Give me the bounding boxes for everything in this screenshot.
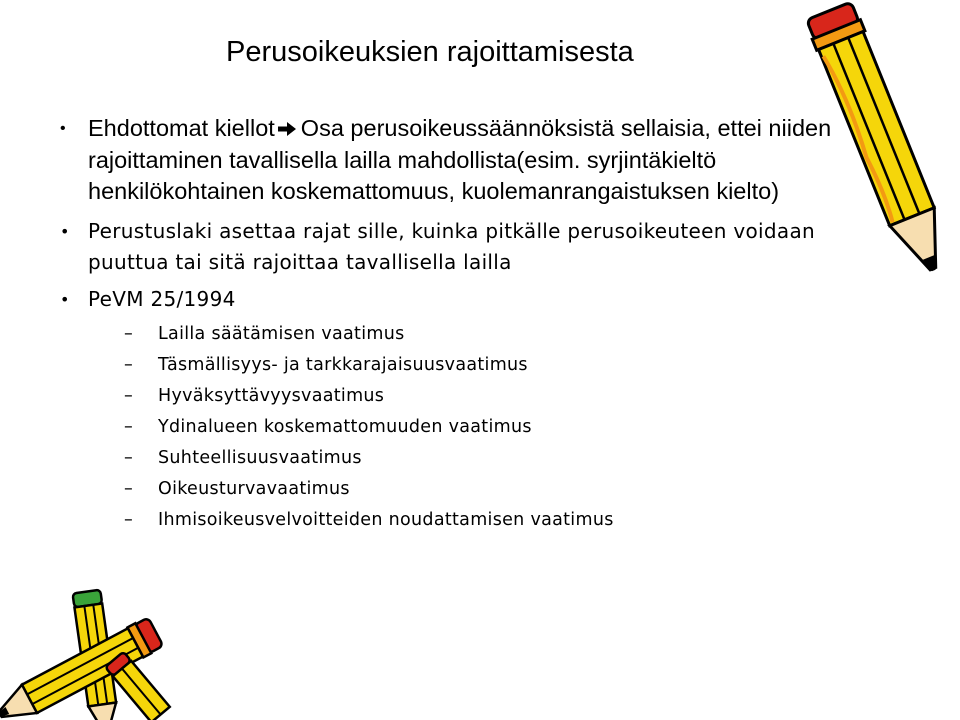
sub-item-text: Suhteellisuusvaatimus	[158, 447, 362, 468]
bullet-item-pevm	[60, 284, 850, 536]
sub-item	[88, 505, 850, 536]
sub-marker: –	[124, 323, 134, 344]
sub-item	[88, 443, 850, 474]
bullet-text: PeVM 25/1994	[88, 286, 236, 311]
sub-list	[88, 319, 850, 536]
sub-marker: –	[124, 447, 134, 468]
sub-item-text: Ydinalueen koskemattomuuden vaatimus	[158, 416, 532, 437]
bullet-marker: •	[60, 120, 66, 137]
pencil-clipart-icon	[790, 0, 960, 300]
bullet-item-absolute-bans	[60, 113, 850, 208]
sub-item-text: Lailla säätämisen vaatimus	[158, 323, 405, 344]
bullet-text-body: Osa perusoikeussäännöksistä sellaisia, ettei niiden rajoittaminen tavallisella lailla mahdollista(esim. syrjintäkieltö henkilökohtainen koskemattomuus, kuolemanrangaistuksen kielto)	[88, 115, 832, 204]
bullet-text: Perustuslaki asettaa rajat sille, kuinka pitkälle perusoikeuteen voidaan puuttua tai sitä rajoittaa tavallisella lailla	[88, 218, 815, 274]
sub-marker: –	[124, 385, 134, 406]
sub-marker: –	[124, 416, 134, 437]
sub-item-text: Oikeusturvavaatimus	[158, 478, 350, 499]
sub-item-text: Ihmisoikeusvelvoitteiden noudattamisen vaatimus	[158, 509, 614, 530]
sub-item	[88, 350, 850, 381]
sub-item	[88, 412, 850, 443]
sub-item	[88, 381, 850, 412]
bullet-list	[60, 113, 850, 536]
bullet-item-constitution-limits	[60, 216, 850, 278]
sub-item	[88, 319, 850, 350]
bullet-text-lead: Ehdottomat kiellot	[88, 115, 275, 141]
sub-item-text: Hyväksyttävyysvaatimus	[158, 385, 385, 406]
sub-marker: –	[124, 354, 134, 375]
sub-item	[88, 474, 850, 505]
bullet-marker: •	[60, 221, 70, 241]
pencils-clipart-icon	[0, 578, 190, 720]
bullet-marker: •	[60, 289, 70, 309]
sub-marker: –	[124, 509, 134, 530]
right-arrow-icon	[277, 114, 297, 130]
sub-item-text: Täsmällisyys- ja tarkkarajaisuusvaatimus	[158, 354, 528, 375]
slide-title: Perusoikeuksien rajoittamisesta	[226, 36, 634, 68]
sub-marker: –	[124, 478, 134, 499]
